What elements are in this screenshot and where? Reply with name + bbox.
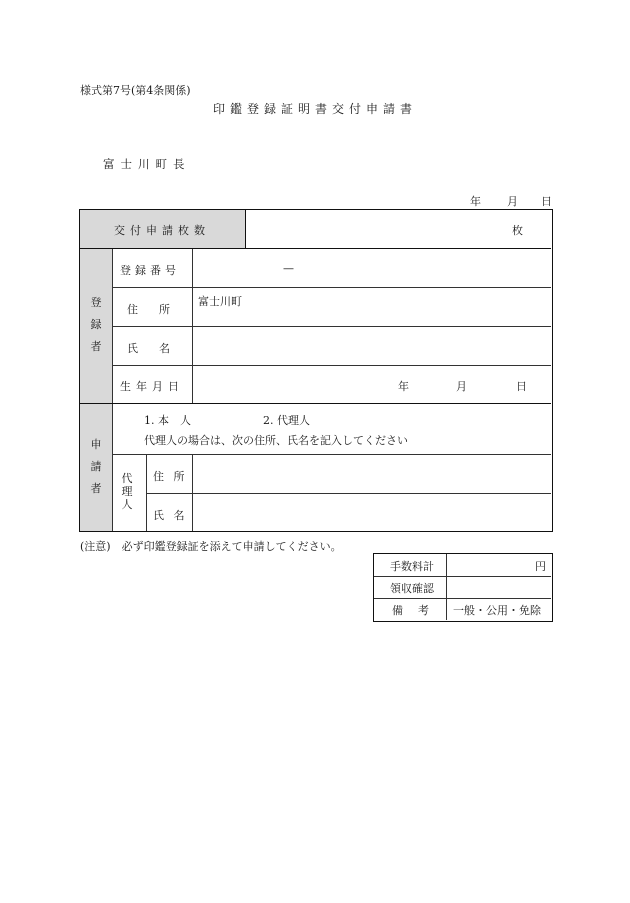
request-count-header [80,210,245,248]
remarks-value: 一般・公用・免除 [453,604,541,617]
application-table [79,209,553,532]
proxy-label-char-1: 代 [121,472,133,485]
notice-text: (注意) 必ず印鑑登録証を添えて申請してください。 [80,540,342,553]
registrant-label-char-3: 者 [90,340,102,353]
addressee: 富士川町長 [103,157,191,171]
registrant-section-header [80,249,112,403]
registrant-address-field[interactable] [193,288,551,326]
applicant-label-char-2: 請 [90,460,102,473]
birthdate-field[interactable] [193,366,551,403]
registrant-address-value: 富士川町 [198,295,242,308]
date-month-label: 月 [507,195,518,208]
registrant-name-label: 氏 名 [127,342,175,355]
receipt-check-label: 領収確認 [390,582,434,595]
proxy-label-char-3: 人 [121,498,133,511]
fee-total-label: 手数料計 [390,560,434,573]
applicant-label-char-3: 者 [90,482,102,495]
proxy-address-field[interactable] [193,455,551,493]
registration-number-label: 登録番号 [120,264,180,277]
request-count-label: 交付申請枚数 [114,224,210,237]
document-title: 印鑑登録証明書交付申請書 [212,102,417,116]
registrant-name-field[interactable] [193,327,551,365]
birthdate-label: 生年月日 [120,380,184,393]
registration-number-field[interactable] [193,249,551,287]
proxy-name-label: 氏 名 [153,509,188,522]
option-proxy[interactable]: 2. 代理人 [263,414,310,427]
option-self[interactable]: 1. 本 人 [144,414,191,427]
date-day-label: 日 [541,195,552,208]
fee-table [373,553,553,622]
birth-day-label: 日 [516,380,527,393]
applicant-section-header [80,404,112,531]
applicant-label-char-1: 申 [90,438,102,451]
proxy-instruction: 代理人の場合は、次の住所、氏名を記入してください [144,434,408,447]
fee-total-unit: 円 [535,560,546,573]
registrant-address-label: 住 所 [127,303,175,316]
remarks-label: 備 考 [392,604,431,617]
date-year-label: 年 [470,195,481,208]
form-number: 様式第7号(第4条関係) [80,84,191,97]
proxy-name-field[interactable] [193,494,551,531]
request-count-field[interactable] [246,210,551,248]
proxy-address-label: 住 所 [153,470,188,483]
proxy-label-char-2: 理 [121,485,133,498]
registrant-label-char-1: 登 [90,296,102,309]
registration-number-value: — [283,262,294,275]
birth-year-label: 年 [398,380,409,393]
registrant-label-char-2: 録 [90,318,102,331]
birth-month-label: 月 [456,380,467,393]
request-count-unit: 枚 [512,224,523,237]
